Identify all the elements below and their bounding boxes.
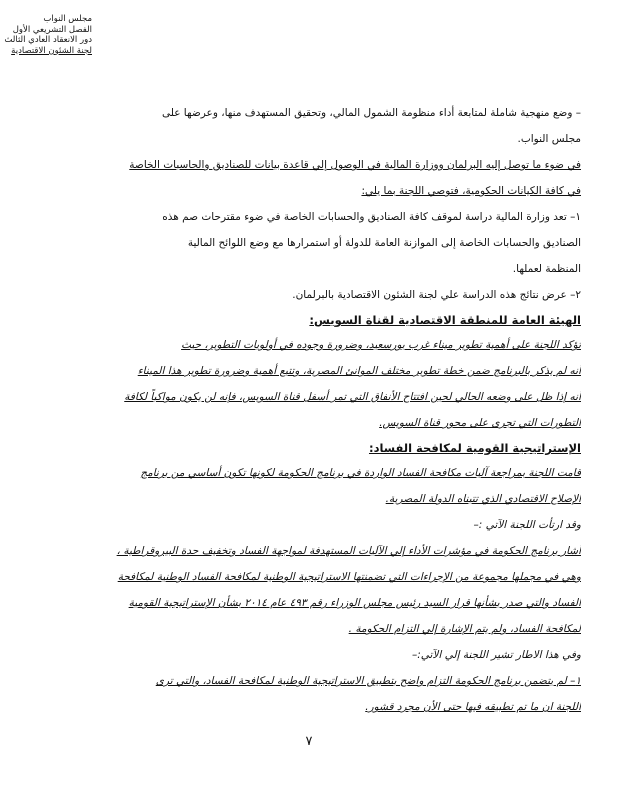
document-body bbox=[75, 100, 581, 720]
page-number: ٧ bbox=[305, 734, 313, 749]
header-committee: لجنة الشئون الاقتصادية bbox=[11, 45, 92, 56]
header-parliament: مجلس النواب bbox=[43, 14, 92, 24]
bullet-line-2: مجلس النواب. bbox=[517, 133, 581, 145]
document-header bbox=[4, 14, 92, 56]
header-session: دور الانعقاد العادي الثالث bbox=[4, 35, 92, 45]
funds-intro-1: في ضوء ما توصل إليه البرلمان ووزارة المالية في الوصول إلي قاعدة بيانات للصناديق والحاسبات الخاصة bbox=[129, 159, 581, 171]
strategy-line-2: الإصلاح الاقتصادي الذي تتبناه الدولة المصرية. bbox=[385, 493, 581, 505]
strategy-title: الإستراتيجية القومية لمكافحة الفساد: bbox=[368, 441, 581, 455]
strategy-line-8: وفي هذا الاطار تشير اللجنة إلي الآتي:– bbox=[411, 649, 581, 661]
strategy-line-10: اللجنة ان ما تم تطبيقه فيها حتى الأن مجرد قشور. bbox=[365, 701, 581, 713]
funds-item-2: ٢– عرض نتائج هذه الدراسة علي لجنة الشئون الاقتصادية بالبرلمان. bbox=[292, 289, 581, 301]
funds-intro-2: في كافة الكيانات الحكومية، فتوصي اللجنة بما يلي: bbox=[361, 185, 581, 197]
strategy-line-9: ١– لم يتضمن برنامج الحكومة التزام واضح بتطبيق الاستراتيجية الوطنية لمكافحة الفساد، والتي ترى bbox=[155, 675, 581, 687]
strategy-line-7: لمكافحة الفساد، ولم يتم الإشارة إلي التزام الحكومة . bbox=[348, 623, 581, 635]
funds-item-1-line-2: الصناديق والحسابات الخاصة إلى الموازنة العامة للدولة أو استمرارها مع وضع اللوائح المالية bbox=[187, 237, 581, 249]
strategy-line-1: قامت اللجنة بمراجعة آليات مكافحة الفساد الواردة في برنامج الحكومة لكونها تكون أساسي من برنامج bbox=[140, 467, 581, 479]
funds-item-1-line-3: المنظمة لعملها. bbox=[512, 263, 581, 275]
strategy-line-4: أشار برنامج الحكومة في مؤشرات الأداء إلي الآليات المستهدفة لمواجهة الفساد وتخفيف حدة البيروقراطية ، bbox=[116, 545, 581, 557]
strategy-line-6: الفساد والتي صدر بشأنها قرار السيد رئيس مجلس الوزراء رقم ٤٩٣ عام ٢٠١٤ بشأن الإستراتيجية القومية bbox=[128, 597, 581, 609]
suez-line-4: التطورات التي تجرى على محور قناة السويس. bbox=[379, 417, 581, 429]
suez-line-1: تؤكد اللجنة على أهمية تطوير ميناء غرب بورسعيد، وضرورة وجوده في أولويات التطوير، حيث bbox=[181, 339, 581, 351]
suez-line-3: أنه إذا ظل على وضعه الحالي لحين افتتاح الأنفاق التي تمر أسفل قناة السويس، فإنه لن يكون مواكباً لكافة bbox=[124, 391, 581, 403]
funds-item-1-line-1: ١– تعد وزارة المالية دراسة لموقف كافة الصناديق والحسابات الخاصة في ضوء مقترحات صم هذه bbox=[162, 211, 581, 223]
suez-line-2: أنه لم يذكر بالبرنامج ضمن خطة تطوير مختلف الموانئ المصرية، وتتبع أهمية وضرورة تطوير هذا الميناء bbox=[137, 365, 581, 377]
bullet-line-1: – وضع منهجية شاملة لمتابعة أداء منظومة الشمول المالي، وتحقيق المستهدف منها، وعرضها على bbox=[161, 107, 581, 119]
header-legislative-term: الفصل التشريعي الأول bbox=[12, 24, 92, 35]
strategy-line-3: وقد ارتأت اللجنة الآتي :– bbox=[473, 519, 581, 531]
suez-title: الهيئة العامة للمنطقة الاقتصادية لقناة السويس: bbox=[309, 313, 581, 327]
strategy-line-5: وهي في مجملها مجموعة من الإجراءات التي تضمنتها الاستراتيجية الوطنية لمكافحة الفساد الوطنية لمكافحة bbox=[117, 571, 581, 583]
